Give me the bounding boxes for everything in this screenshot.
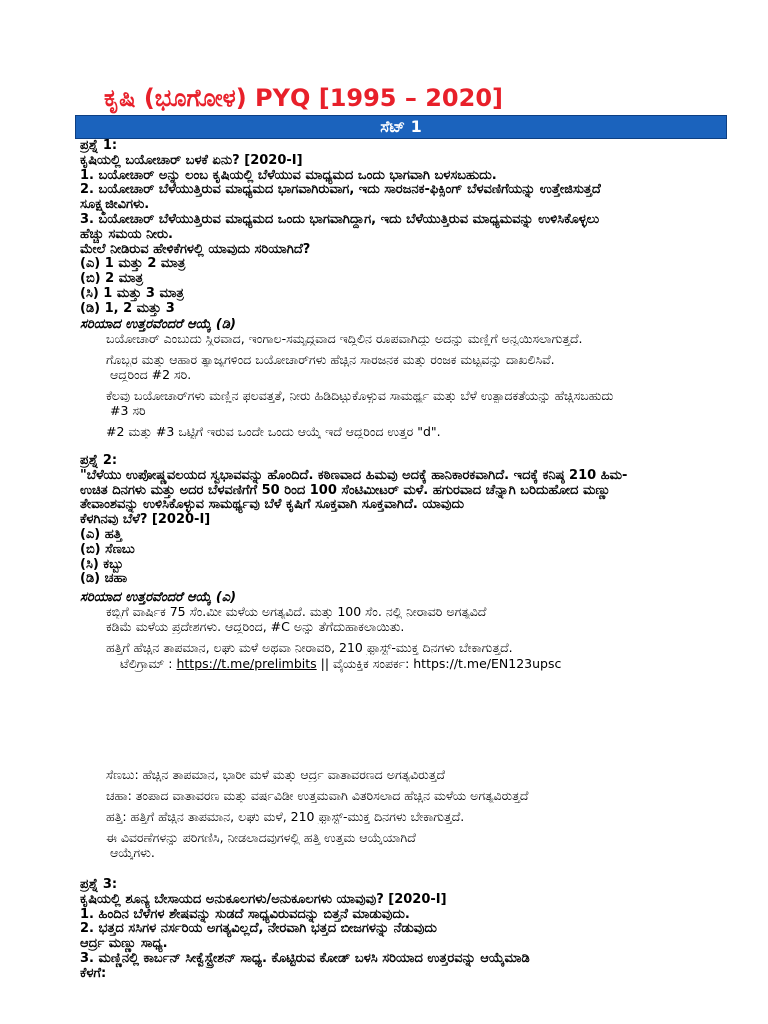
question-text: ಕೃಷಿಯಲ್ಲಿ ಬಯೋಚಾರ್ ಬಳಕೆ ಏನು? [2020-I]	[80, 152, 303, 168]
explanation-line: ಚಹಾ: ತಂಪಾದ ವಾತಾವರಣ ಮತ್ತು ವರ್ಷವಿಡೀ ಉತ್ತಮವಾಗಿ ವಿತರಿಸಲಾದ ಹೆಚ್ಚಿನ ಮಳೆಯ ಅಗತ್ಯವಿರುತ್ತದೆ	[106, 788, 529, 803]
statement-3-cont: ಕೆಳಗೆ:	[80, 965, 107, 981]
explanation-2b	[106, 767, 746, 860]
explanation-line: ಕಬ್ಬಿಗೆ ವಾರ್ಷಿಕ 75 ಸೆಂ.ಮೀ ಮಳೆಯ ಅಗತ್ಯವಿದೆ. ಮತ್ತು 100 ಸೆಂ. ನಲ್ಲಿ ನೀರಾವರಿ ಅಗತ್ಯವಿದೆ	[106, 604, 487, 619]
statement-2: 2. ಭತ್ತದ ಸಸಿಗಳ ನರ್ಸರಿಯ ಅಗತ್ಯವಿಲ್ಲದೆ, ನೇರವಾಗಿ ಭತ್ತದ ಬೀಜಗಳನ್ನು ನೆಡುವುದು	[80, 921, 437, 937]
statement-1: 1. ಹಿಂದಿನ ಬೆಳೆಗಳ ಶೇಷವನ್ನು ಸುಡದೆ ಸಾಧ್ಯವಿರುವದನ್ನು ಬಿತ್ತನೆ ಮಾಡುವುದು.	[80, 906, 410, 922]
telegram-line	[120, 656, 561, 672]
explanation-line: #2 ಮತ್ತು #3 ಒಟ್ಟಿಗೆ ಇರುವ ಒಂದೇ ಒಂದು ಆಯ್ಕೆ ಇದೆ ಆದ್ದರಿಂದ ಉತ್ತರ "d".	[106, 424, 441, 439]
explanation-line: ಹತ್ತಿ: ಹತ್ತಿಗೆ ಹೆಚ್ಚಿನ ತಾಪಮಾನ, ಲಘು ಮಳೆ, 210 ಫ್ರಾಸ್ಟ್-ಮುಕ್ತ ದಿನಗಳು ಬೇಕಾಗುತ್ತದೆ.	[106, 809, 465, 824]
statement-3-cont: ಹೆಚ್ಚು ಸಮಯ ನೀರು.	[80, 226, 173, 242]
explanation-line: ಕೆಲವು ಬಯೋಚಾರ್‌ಗಳು ಮಣ್ಣಿನ ಫಲವತ್ತತೆ, ನೀರು ಹಿಡಿದಿಟ್ಟುಕೊಳ್ಳುವ ಸಾಮರ್ಥ್ಯ ಮತ್ತು ಬೆಳೆ ಉತ್ಪಾದಕತೆಯನ್ನು ಹೆಚ್ಚಿಸಬಹುದು	[106, 388, 614, 403]
question-prompt: ಮೇಲೆ ನೀಡಿರುವ ಹೇಳಿಕೆಗಳಲ್ಲಿ ಯಾವುದು ಸರಿಯಾಗಿದೆ?	[80, 241, 311, 257]
statement-2-cont: ಸೂಕ್ಷ್ಮಜೀವಿಗಳು.	[80, 197, 150, 213]
page-title: ಕೃಷಿ (ಭೂಗೋಳ) PYQ [1995 – 2020]	[104, 84, 503, 112]
option-c: (ಸಿ) 1 ಮತ್ತು 3 ಮಾತ್ರ	[80, 285, 184, 301]
question-label: ಪ್ರಶ್ನೆ 1:	[80, 139, 118, 153]
statement-3: 3. ಬಯೋಚಾರ್ ಬೆಳೆಯುತ್ತಿರುವ ಮಾಧ್ಯಮದ ಒಂದು ಭಾಗವಾಗಿದ್ದಾಗ, ಇದು ಬೆಳೆಯುತ್ತಿರುವ ಮಾಧ್ಯಮವನ್ನು ಉಳಿಸಿಕೊಳ್ಳಲು	[80, 211, 600, 227]
question-3	[80, 878, 768, 982]
option-b: (ಬಿ) ಸೆಣಬು	[80, 541, 135, 557]
question-label: ಪ್ರಶ್ನೆ 3:	[80, 878, 118, 892]
explanation-line: ಆದ್ದರಿಂದ #2 ಸರಿ.	[110, 367, 192, 382]
explanation-line: #3 ಸರಿ	[110, 403, 146, 418]
explanation-line: ಬಯೋಚಾರ್ ಎಂಬುದು ಸ್ಥಿರವಾದ, ಇಂಗಾಲ-ಸಮೃದ್ಧವಾದ ಇದ್ದಿಲಿನ ರೂಪವಾಗಿದ್ದು ಅದನ್ನು ಮಣ್ಣಿಗೆ ಅನ್ವಯಿಸಲಾಗುತ್ತದೆ.	[106, 331, 583, 346]
question-text: "ಬೆಳೆಯು ಉಪೋಷ್ಣವಲಯದ ಸ್ವಭಾವವನ್ನು ಹೊಂದಿದೆ. ಕಠಿಣವಾದ ಹಿಮವು ಅದಕ್ಕೆ ಹಾನಿಕಾರಕವಾಗಿದೆ. ಇದಕ್ಕೆ ಕನಿಷ್ಠ 210 ಹಿಮ-	[80, 467, 628, 483]
question-text: ಕೃಷಿಯಲ್ಲಿ ಶೂನ್ಯ ಬೇಸಾಯದ ಅನುಕೂಲಗಳು/ಅನುಕೂಲಗಳು ಯಾವುವು? [2020-I]	[80, 891, 447, 907]
statement-3: 3. ಮಣ್ಣಿನಲ್ಲಿ ಕಾರ್ಬನ್ ಸೀಕ್ವೆಸ್ಟ್ರೇಶನ್ ಸಾಧ್ಯ. ಕೊಟ್ಟಿರುವ ಕೋಡ್ ಬಳಸಿ ಸರಿಯಾದ ಉತ್ತರವನ್ನು ಆಯ್ಕೆಮಾಡಿ	[80, 950, 530, 966]
question-label: ಪ್ರಶ್ನೆ 2:	[80, 454, 118, 468]
question-1	[80, 139, 768, 317]
contact-text: || ವೈಯಕ್ತಿಕ ಸಂಪರ್ಕ: https://t.me/EN123upsc	[316, 656, 562, 671]
explanation-line: ಈ ವಿವರಣೆಗಳನ್ನು ಪರಿಗಣಿಸಿ, ನೀಡಲಾದವುಗಳಲ್ಲಿ ಹತ್ತಿ ಉತ್ತಮ ಆಯ್ಕೆಯಾಗಿದೆ	[106, 830, 416, 845]
option-a: (ಎ) 1 ಮತ್ತು 2 ಮಾತ್ರ	[80, 256, 186, 272]
explanation-line: ಸೆಣಬು: ಹೆಚ್ಚಿನ ತಾಪಮಾನ, ಭಾರೀ ಮಳೆ ಮತ್ತು ಆರ್ದ್ರ ವಾತಾವರಣದ ಅಗತ್ಯವಿರುತ್ತದೆ	[106, 767, 445, 782]
statement-2: 2. ಬಯೋಚಾರ್ ಬೆಳೆಯುತ್ತಿರುವ ಮಾಧ್ಯಮದ ಭಾಗವಾಗಿರುವಾಗ, ಇದು ಸಾರಜನಕ-ಫಿಕ್ಸಿಂಗ್ ಬೆಳವಣಿಗೆಯನ್ನು ಉತ್ತೇಜಿಸುತ್ತದೆ	[80, 182, 601, 198]
option-d: (ಡಿ) ಚಹಾ	[80, 571, 128, 587]
option-a: (ಎ) ಹತ್ತಿ	[80, 526, 122, 542]
explanation-line: ಗೊಬ್ಬರ ಮತ್ತು ಆಹಾರ ತ್ಯಾಜ್ಯಗಳಿಂದ ಬಯೋಚಾರ್‌ಗಳು ಹೆಚ್ಚಿನ ಸಾರಜನಕ ಮತ್ತು ರಂಜಕ ಮಟ್ಟವನ್ನು ದಾಖಲಿಸಿವೆ.	[106, 352, 555, 367]
explanation-line: ಆಯ್ಕೆಗಳು.	[110, 845, 155, 860]
option-c: (ಸಿ) ಕಬ್ಬು	[80, 556, 124, 572]
explanation-line: ಕಡಿಮೆ ಮಳೆಯ ಪ್ರದೇಶಗಳು. ಆದ್ದರಿಂದ, #C ಅನ್ನು ತೆಗೆದುಹಾಕಲಾಯಿತು.	[106, 619, 405, 634]
answer-heading: ಸರಿಯಾದ ಉತ್ತರವೆಂದರೆ ಆಯ್ಕೆ (ಡಿ)	[80, 317, 236, 332]
statement-1: 1. ಬಯೋಚಾರ್ ಅನ್ನು ಲಂಬ ಕೃಷಿಯಲ್ಲಿ ಬೆಳೆಯುವ ಮಾಧ್ಯಮದ ಒಂದು ಭಾಗವಾಗಿ ಬಳಸಬಹುದು.	[80, 167, 497, 183]
set-header: ಸೆಟ್ 1	[75, 115, 727, 139]
explanation-line: ಹತ್ತಿಗೆ ಹೆಚ್ಚಿನ ತಾಪಮಾನ, ಲಘು ಮಳೆ ಅಥವಾ ನೀರಾವರಿ, 210 ಫ್ರಾಸ್ಟ್-ಮುಕ್ತ ದಿನಗಳು ಬೇಕಾಗುತ್ತದೆ.	[106, 640, 513, 655]
question-text: ತೇವಾಂಶವನ್ನು ಉಳಿಸಿಕೊಳ್ಳುವ ಸಾಮರ್ಥ್ಯವು ಬೆಳೆ ಕೃಷಿಗೆ ಸೂಕ್ತವಾಗಿ ಸೂಕ್ತವಾಗಿದೆ. ಯಾವುದು	[80, 497, 465, 513]
answer-heading: ಸರಿಯಾದ ಉತ್ತರವೆಂದರೆ ಆಯ್ಕೆ (ಎ)	[80, 590, 237, 605]
option-b: (ಬಿ) 2 ಮಾತ್ರ	[80, 271, 144, 287]
question-2	[80, 454, 768, 587]
question-text: ಕೆಳಗಿನವು ಬೆಳೆ? [2020-I]	[80, 512, 211, 528]
telegram-link[interactable]: https://t.me/prelimbits	[176, 656, 317, 671]
question-text: ಉಚಿತ ದಿನಗಳು ಮತ್ತು ಅದರ ಬೆಳವಣಿಗೆಗೆ 50 ರಿಂದ 100 ಸೆಂಟಿಮೀಟರ್ ಮಳೆ. ಹಗುರವಾದ ಚೆನ್ನಾಗಿ ಬರಿದುಹೋದ ಮಣ್ಣು	[80, 482, 611, 498]
explanation-1	[106, 331, 746, 439]
explanation-2	[106, 604, 746, 655]
option-d: (ಡಿ) 1, 2 ಮತ್ತು 3	[80, 300, 175, 316]
statement-2-cont: ಆರ್ದ್ರ ಮಣ್ಣು ಸಾಧ್ಯ.	[80, 936, 168, 952]
telegram-label: ಟೆಲಿಗ್ರಾಮ್ :	[120, 656, 177, 671]
